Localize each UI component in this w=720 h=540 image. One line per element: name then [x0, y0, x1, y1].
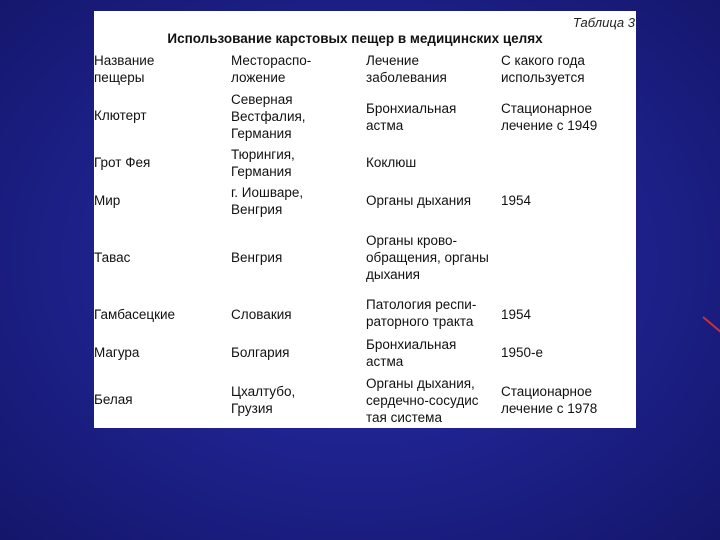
- table-panel: [94, 11, 636, 428]
- cell-year: Стационарное лечение с 1949: [501, 101, 598, 133]
- header-location: Местораспо- ложение: [231, 53, 312, 85]
- cell-name: Мир: [94, 193, 121, 208]
- cell-name: Тавас: [94, 250, 131, 265]
- cell-location: г. Иошваре, Венгрия: [231, 185, 304, 217]
- cell-treatment: Коклюш: [366, 155, 417, 170]
- cell-name: Клютерт: [94, 108, 147, 123]
- cell-location: Цхалтубо, Грузия: [231, 384, 296, 416]
- cell-year: 1954: [501, 307, 532, 322]
- cell-location: Болгария: [231, 345, 290, 360]
- cell-name: Грот Фея: [94, 155, 151, 170]
- cell-location: Северная Вестфалия, Германия: [231, 92, 306, 141]
- cell-treatment: Органы дыхания, сердечно-сосудис тая система: [366, 376, 479, 425]
- cell-year: 1954: [501, 193, 532, 208]
- cell-treatment: Органы дыхания: [366, 193, 472, 208]
- cell-year: 1950-е: [501, 345, 544, 360]
- cell-treatment: Бронхиальная астма: [366, 101, 457, 133]
- cell-name: Магура: [94, 345, 140, 360]
- cell-name: Гамбасецкие: [94, 307, 176, 322]
- header-treatment: Лечение заболевания: [366, 53, 447, 85]
- cell-treatment: Бронхиальная астма: [366, 337, 457, 369]
- cell-location: Тюрингия, Германия: [231, 147, 295, 179]
- cell-location: Венгрия: [231, 250, 283, 265]
- cell-treatment: Патология респи- раторного тракта: [366, 297, 477, 329]
- header-year: С какого года используется: [501, 53, 585, 85]
- table-title: Использование карстовых пещер в медицинских целях: [167, 31, 543, 46]
- header-cave-name: Название пещеры: [94, 53, 155, 85]
- cell-location: Словакия: [231, 307, 292, 322]
- cell-treatment: Органы крово- обращения, органы дыхания: [366, 233, 489, 282]
- cell-year: Стационарное лечение с 1978: [501, 384, 598, 416]
- table-number: Таблица 3: [572, 15, 635, 30]
- cell-name: Белая: [94, 392, 133, 407]
